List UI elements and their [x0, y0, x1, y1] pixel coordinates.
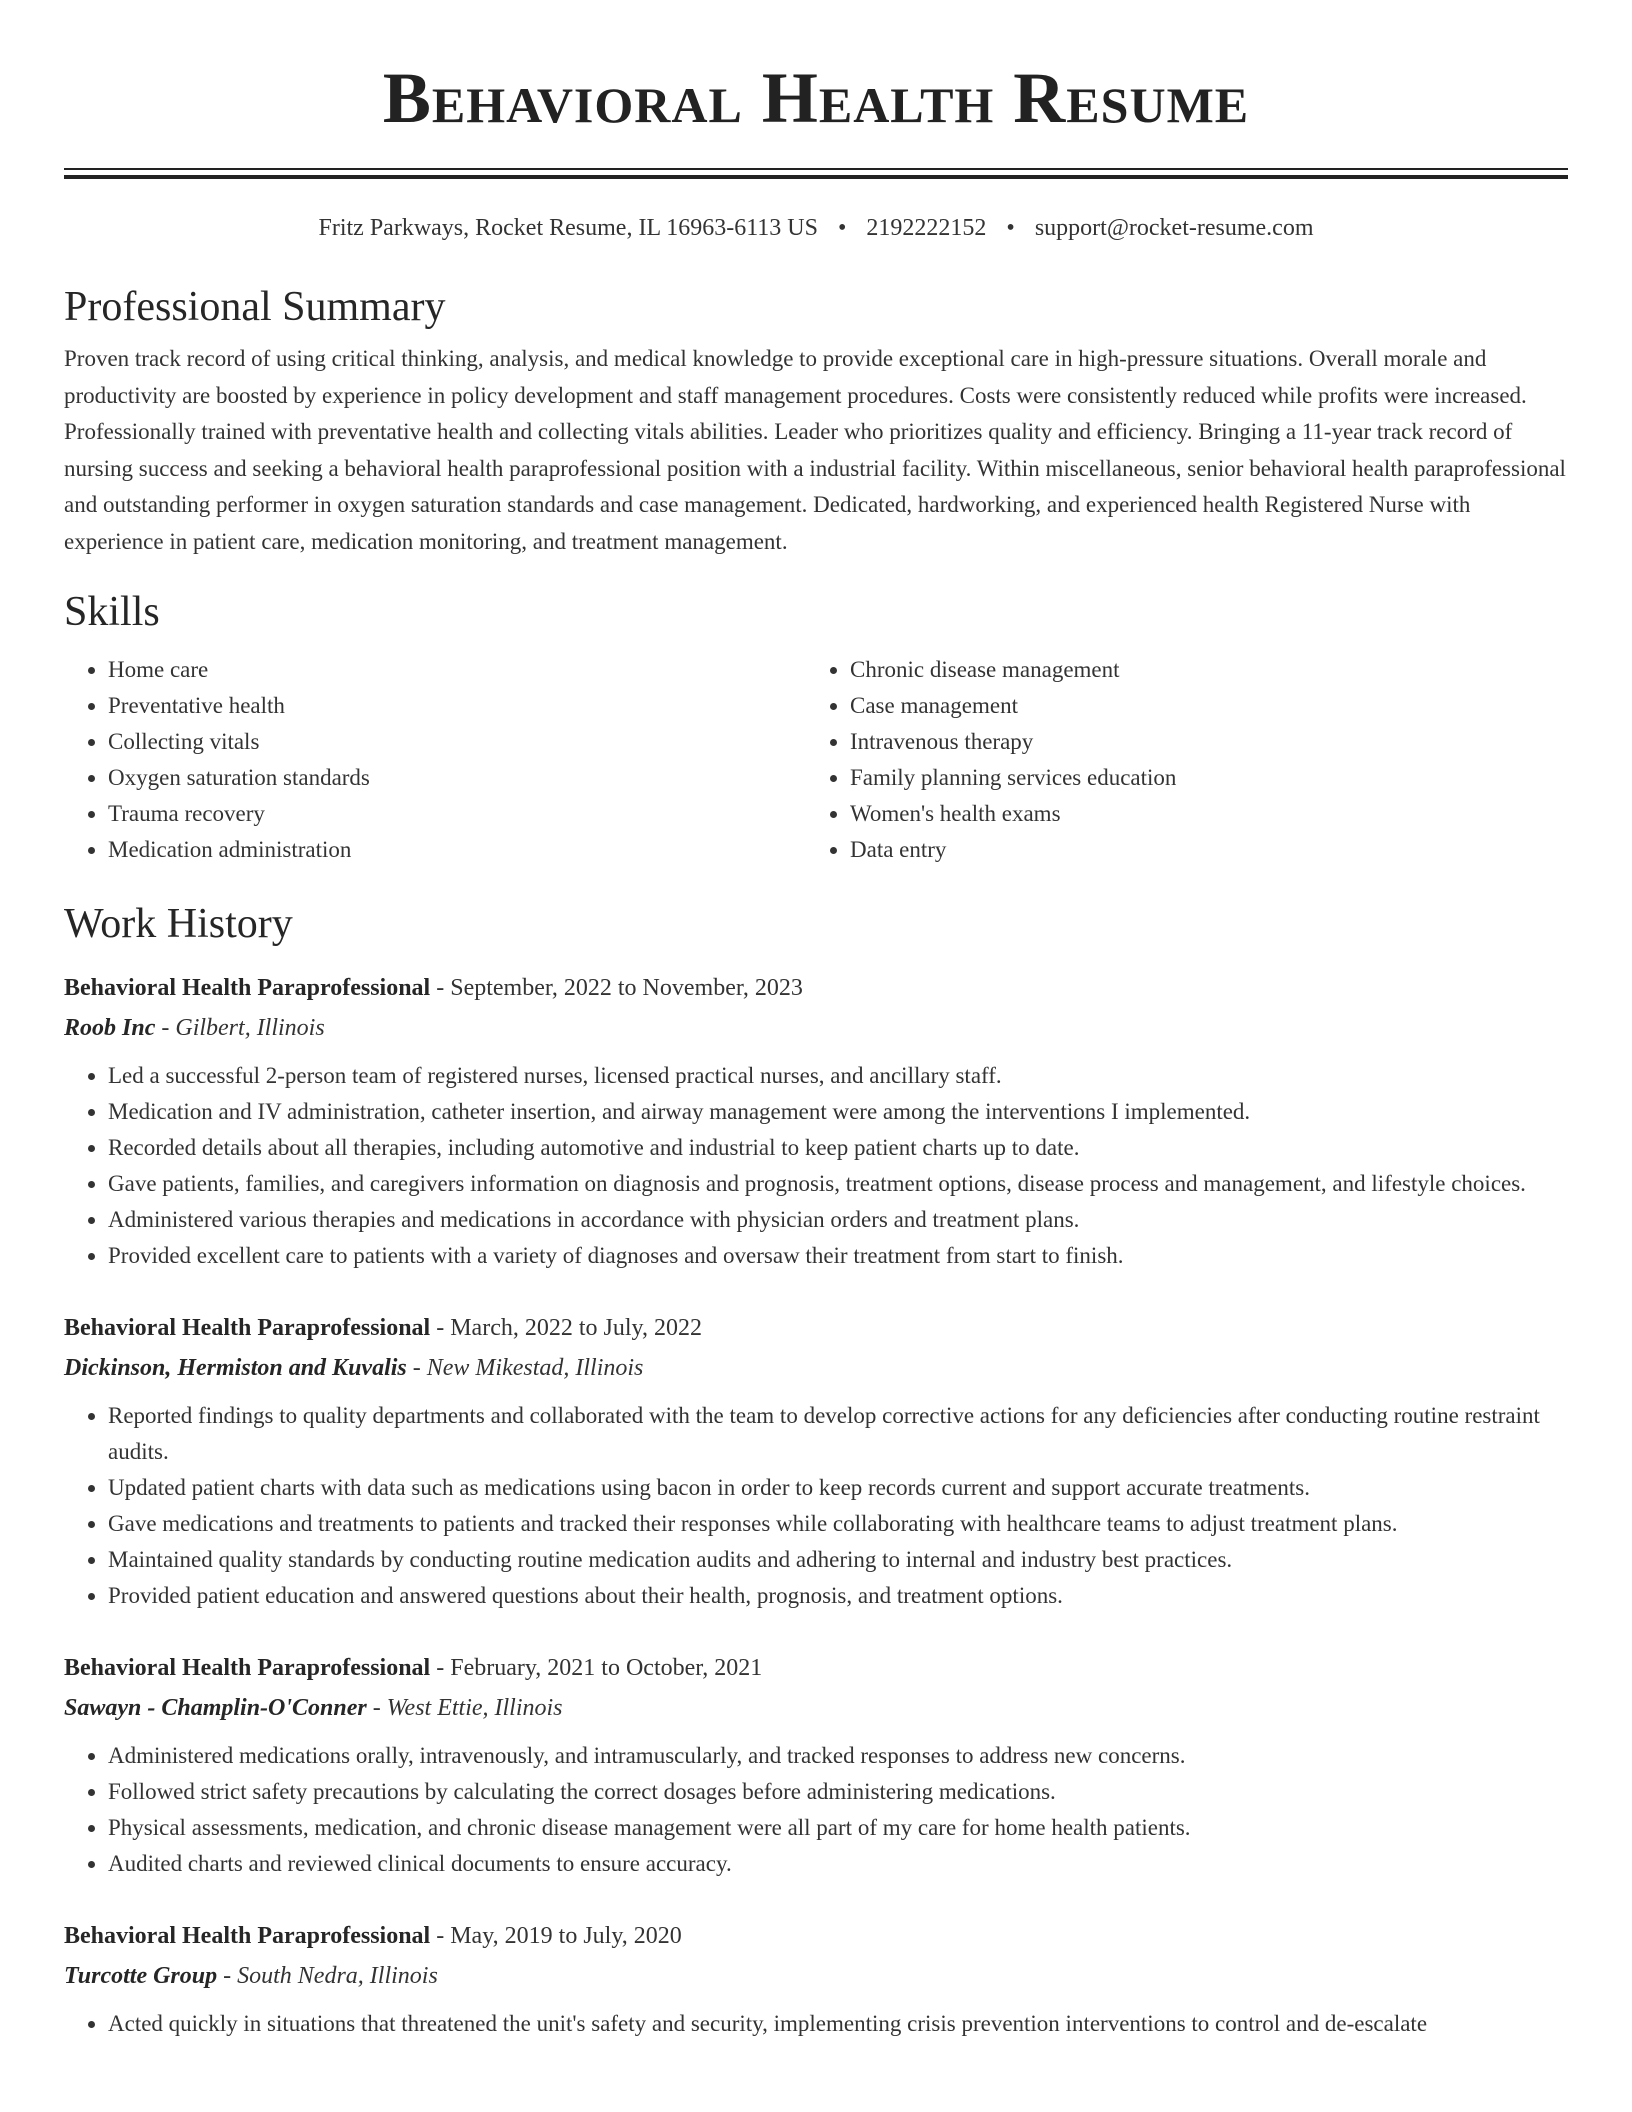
- duty-item: • Provided excellent care to patients with a variety of diagnoses and oversaw their treatment from start to finish.: [108, 1238, 1568, 1274]
- contact-line: [64, 213, 1568, 243]
- contact-phone: 2192222152: [866, 215, 987, 241]
- job-company: Turcotte Group: [64, 1963, 218, 1989]
- duty-item: • Gave medications and treatments to patients and tracked their responses while collaborating with healthcare teams to adjust treatment plans.: [108, 1506, 1568, 1542]
- job-dash: -: [430, 975, 451, 1001]
- skill-item: • Preventative health: [108, 688, 806, 724]
- job-duties: [64, 1058, 1568, 1274]
- skills-list-left: [64, 652, 806, 868]
- title-rule-thick: [64, 175, 1568, 179]
- job-company: Sawayn - Champlin-O'Conner: [64, 1695, 367, 1721]
- duty-item: • Recorded details about all therapies, including automotive and industrial to keep patient charts up to date.: [108, 1130, 1568, 1166]
- job-title: Behavioral Health Paraprofessional: [64, 975, 431, 1001]
- contact-address: Fritz Parkways, Rocket Resume, IL 16963-6113 US: [318, 215, 818, 241]
- summary-heading: Professional Summary: [64, 284, 446, 330]
- job-title-line: [64, 1308, 1568, 1348]
- job-entry: [64, 1648, 1568, 1882]
- duty-item: • Medication and IV administration, catheter insertion, and airway management were among the interventions I implemented.: [108, 1094, 1568, 1130]
- job-dash: -: [406, 1355, 427, 1381]
- skill-item: • Oxygen saturation standards: [108, 760, 806, 796]
- job-company-line: [64, 1956, 1568, 1996]
- summary-text: Proven track record of using critical thinking, analysis, and medical knowledge to provide exceptional care in high-pressure situations. Overall morale and productivity are boosted by experience in policy development and staff management procedures. Costs were consistently reduced while profits were increased. Professionally trained with preventative health and collecting vitals abilities. Leader who prioritizes quality and efficiency. Bringing a 11-year track record of nursing success and seeking a behavioral health paraprofessional position with a industrial facility. Within miscellaneous, senior behavioral health paraprofessional and outstanding performer in oxygen saturation standards and case management. Dedicated, hardworking, and experienced health Registered Nurse with experience in patient care, medication monitoring, and treatment management.: [64, 346, 1566, 554]
- job-duties: [64, 1398, 1568, 1614]
- job-location: Gilbert, Illinois: [175, 1015, 325, 1041]
- job-title: Behavioral Health Paraprofessional: [64, 1315, 431, 1341]
- job-company-line: [64, 1008, 1568, 1048]
- resume-content: [64, 0, 1568, 2042]
- skill-item: • Women's health exams: [850, 796, 1548, 832]
- job-company: Dickinson, Hermiston and Kuvalis: [64, 1355, 407, 1381]
- job-title-line: [64, 1648, 1568, 1688]
- skill-item: • Trauma recovery: [108, 796, 806, 832]
- job-entry: [64, 968, 1568, 1274]
- job-dash: -: [430, 1315, 451, 1341]
- job-dash: -: [217, 1963, 238, 1989]
- job-company: Roob Inc: [64, 1015, 156, 1041]
- job-company-line: [64, 1348, 1568, 1388]
- skill-item: • Intravenous therapy: [850, 724, 1548, 760]
- job-dash: -: [430, 1923, 451, 1949]
- job-title-line: [64, 968, 1568, 1008]
- job-dash: -: [155, 1015, 176, 1041]
- skills-columns: [64, 652, 1568, 868]
- duty-item: • Followed strict safety precautions by calculating the correct dosages before administering medications.: [108, 1774, 1568, 1810]
- duty-item: • Reported findings to quality departments and collaborated with the team to develop corrective actions for any deficiencies after conducting routine restraint audits.: [108, 1398, 1568, 1470]
- job-duties: [64, 2006, 1568, 2042]
- job-dates: September, 2022 to November, 2023: [450, 975, 803, 1001]
- duty-item: • Audited charts and reviewed clinical documents to ensure accuracy.: [108, 1846, 1568, 1882]
- contact-separator: •: [838, 215, 847, 241]
- skills-heading: Skills: [64, 589, 160, 635]
- skill-item: • Family planning services education: [850, 760, 1548, 796]
- skill-item: • Collecting vitals: [108, 724, 806, 760]
- job-dash: -: [430, 1655, 451, 1681]
- job-location: South Nedra, Illinois: [237, 1963, 438, 1989]
- contact-separator: •: [1006, 215, 1015, 241]
- work-history-heading: Work History: [64, 901, 293, 947]
- job-company-line: [64, 1688, 1568, 1728]
- job-location: New Mikestad, Illinois: [426, 1355, 644, 1381]
- resume-title: Behavioral Health Resume: [382, 58, 1250, 138]
- skill-item: • Home care: [108, 652, 806, 688]
- duty-item: • Led a successful 2-person team of registered nurses, licensed practical nurses, and ancillary staff.: [108, 1058, 1568, 1094]
- duty-item: • Administered various therapies and medications in accordance with physician orders and treatment plans.: [108, 1202, 1568, 1238]
- skill-item: • Data entry: [850, 832, 1548, 868]
- job-dates: February, 2021 to October, 2021: [450, 1655, 763, 1681]
- job-title: Behavioral Health Paraprofessional: [64, 1655, 431, 1681]
- duty-item: • Administered medications orally, intravenously, and intramuscularly, and tracked responses to address new concerns.: [108, 1738, 1568, 1774]
- job-title: Behavioral Health Paraprofessional: [64, 1923, 431, 1949]
- job-entry: [64, 1308, 1568, 1614]
- skill-item: • Chronic disease management: [850, 652, 1548, 688]
- duty-item: • Maintained quality standards by conducting routine medication audits and adhering to internal and industry best practices.: [108, 1542, 1568, 1578]
- skill-item: • Medication administration: [108, 832, 806, 868]
- job-duties: [64, 1738, 1568, 1882]
- skills-list-right: [806, 652, 1548, 868]
- job-location: West Ettie, Illinois: [386, 1695, 563, 1721]
- job-dates: March, 2022 to July, 2022: [450, 1315, 702, 1341]
- duty-item: • Physical assessments, medication, and chronic disease management were all part of my care for home health patients.: [108, 1810, 1568, 1846]
- job-entry: [64, 1916, 1568, 2042]
- title-rule-thin: [64, 168, 1568, 170]
- duty-item: • Acted quickly in situations that threatened the unit's safety and security, implementing crisis prevention interventions to control and de-escalate: [108, 2006, 1568, 2042]
- skill-item: • Case management: [850, 688, 1548, 724]
- duty-item: • Updated patient charts with data such as medications using bacon in order to keep records current and support accurate treatments.: [108, 1470, 1568, 1506]
- job-dash: -: [366, 1695, 387, 1721]
- duty-item: • Provided patient education and answered questions about their health, prognosis, and treatment options.: [108, 1578, 1568, 1614]
- contact-email: support@rocket-resume.com: [1034, 215, 1314, 241]
- duty-item: • Gave patients, families, and caregivers information on diagnosis and prognosis, treatment options, disease process and management, and lifestyle choices.: [108, 1166, 1568, 1202]
- job-title-line: [64, 1916, 1568, 1956]
- job-dates: May, 2019 to July, 2020: [450, 1923, 682, 1949]
